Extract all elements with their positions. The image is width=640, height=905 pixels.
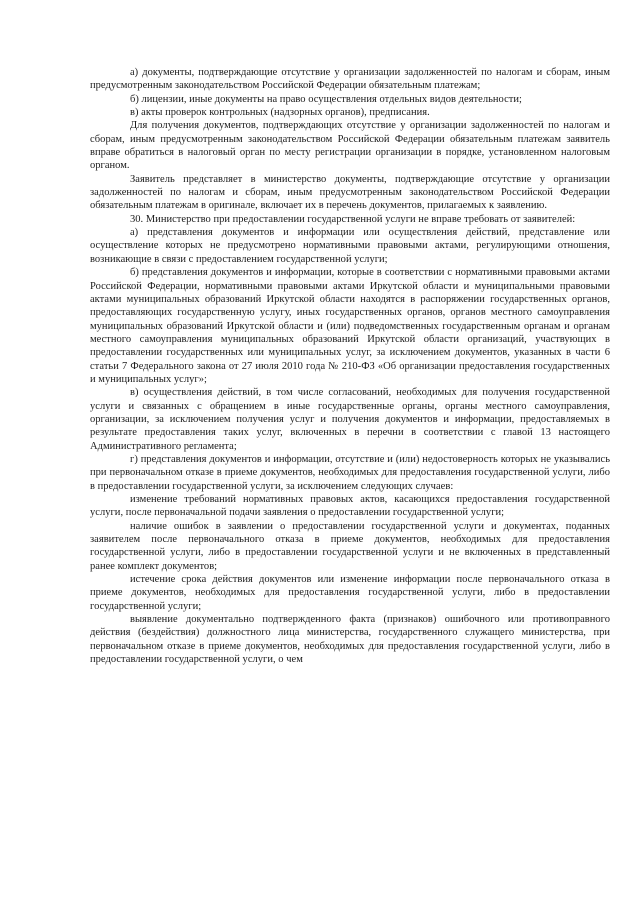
paragraph-item-b-licenses: б) лицензии, иные документы на право осуществления отдельных видов деятельности; xyxy=(130,93,522,105)
paragraph-case-errors-in-application: наличие ошибок в заявлении о предоставлении государственной услуги и документах, поданных заявителем после первоначального отказа в приеме документов, необходимых для предоставления государственной услуги, либо в предоставлении государственной услуги и не включенных в представленный ранее комплект документов; xyxy=(90,520,610,572)
paragraph-item-a-tax-debts: а) документы, подтверждающие отсутствие у организации задолженностей по налогам и сборам, иным предусмотренным законодательством Российской Федерации обязательным платежам; xyxy=(90,67,610,92)
paragraph-case-requirements-change: изменение требований нормативных правовых актов, касающихся предоставления государственной услуги, после первоначальной подачи заявления о предоставлении государственной услуги; xyxy=(90,494,610,519)
paragraph-item-v-inspection-acts: в) акты проверок контрольных (надзорных органов), предписания. xyxy=(130,107,430,119)
paragraph-clause-30-a: а) представления документов и информации или осуществления действий, представление или осуществление которых не предусмотрено нормативными правовыми актами, регулирующими отношения, возникающие в связи с предоставлением государственной услуги; xyxy=(90,227,610,265)
paragraph-clause-30: 30. Министерство при предоставлении государственной услуги не вправе требовать от заявителей: xyxy=(130,213,576,225)
paragraph-tax-documents-procedure: Для получения документов, подтверждающих отсутствие у организации задолженностей по налогам и сборам, иным предусмотренным законодательством Российской Федерации обязательным платежам заявитель вправе обратиться в налоговый орган по месту регистрации организации в порядке, установленном налоговым органом. xyxy=(90,120,610,172)
paragraph-case-expiry: истечение срока действия документов или изменение информации после первоначального отказа в приеме документов, необходимых для предоставления государственной услуги, либо в предоставлении государственной услуги; xyxy=(90,574,610,612)
paragraph-clause-30-b: б) представления документов и информации, которые в соответствии с нормативными правовыми актами Российской Федерации, нормативными правовыми актами Иркутской области и муниципальными правовыми актами муниципальных образований Иркутской области находятся в распоряжении государственных органов, предоставляющих государственную услугу, иных государственных органов, органов местного самоуправления муниципальных образований Иркутской области и (или) подведомственных государственным органам и органам местного самоуправления муниципальных образований Иркутской области организаций, участвующих в предоставлении государственных или муниципальных услуг, за исключением документов, указанных в части 6 статьи 7 Федерального закона от 27 июля 2010 года № 210-ФЗ «Об организации предоставления государственных и муниципальных услуг»; xyxy=(90,267,610,385)
paragraph-case-erroneous-action: выявление документально подтвержденного факта (признаков) ошибочного или противоправного действия (бездействия) должностного лица министерства, государственного служащего министерства, при первоначальном отказе в приеме документов, необходимых для предоставления государственной услуги, либо в предоставлении государственной услуги, о чем xyxy=(90,614,610,666)
paragraph-clause-30-v: в) осуществления действий, в том числе согласований, необходимых для получения государственной услуги и связанных с обращением в иные государственные органы, органы местного самоуправления, организации, за исключением получения услуг и получения документов и информации, предоставляемых в результате предоставления таких услуг, включенных в перечни в соответствии с главой 13 настоящего Административного регламента; xyxy=(90,387,610,452)
paragraph-clause-30-g: г) представления документов и информации, отсутствие и (или) недостоверность которых не указывались при первоначальном отказе в приеме документов, необходимых для предоставления государственной услуги, либо в предоставлении государственной услуги, за исключением следующих случаев: xyxy=(90,453,610,492)
paragraph-applicant-submits: Заявитель представляет в министерство документы, подтверждающие отсутствие у организации задолженностей по налогам и сборам, иным предусмотренным законодательством Российской Федерации обязательным платежам в оригинале, включает их в перечень документов, прилагаемых к заявлению. xyxy=(90,173,610,212)
